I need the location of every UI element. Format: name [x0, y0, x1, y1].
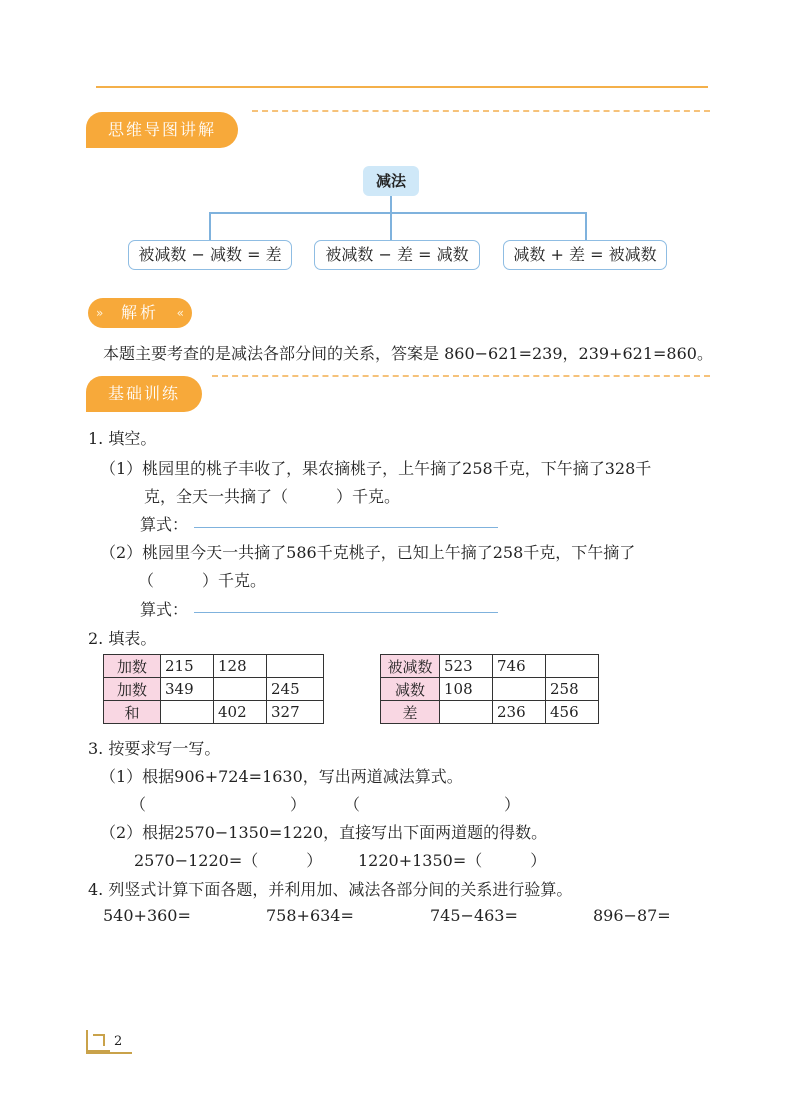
q3-part2-expr-1[interactable]: 2570−1220=（ ）: [134, 851, 323, 870]
q1-part1-line2: 克，全天一共摘了（ ）千克。: [144, 487, 401, 506]
mindmap-node-2: 被减数 − 差 = 减数: [314, 240, 480, 270]
analysis-badge: [88, 298, 192, 328]
page-corner-icon: [86, 1030, 110, 1052]
mindmap-root-node: 减法: [363, 166, 419, 196]
q4-expr-3: 745−463=: [430, 906, 518, 925]
table-cell[interactable]: [161, 701, 214, 724]
table-cell: 215: [161, 655, 214, 678]
table-row: [381, 678, 599, 701]
table-cell: 258: [546, 678, 599, 701]
table-header-cell: 加数: [104, 678, 161, 701]
table-cell: 402: [214, 701, 267, 724]
table-cell: 523: [440, 655, 493, 678]
q2-title: 2. 填表。: [88, 629, 157, 648]
q1-part2-line2: （ ）千克。: [138, 571, 267, 590]
table-cell[interactable]: [214, 678, 267, 701]
mindmap-connector: [390, 212, 392, 240]
table-row: [381, 701, 599, 724]
mindmap-connector: [390, 196, 392, 212]
table-row: [104, 678, 324, 701]
subtraction-table: [380, 654, 599, 724]
table-cell: 746: [493, 655, 546, 678]
q4-expr-1: 540+360=: [103, 906, 191, 925]
q4-expr-2: 758+634=: [266, 906, 354, 925]
mindmap-section-tab: 思维导图讲解: [86, 112, 238, 148]
table-cell: 245: [267, 678, 324, 701]
section-divider: [252, 110, 710, 112]
q1-part2-formula-label: 算式：: [140, 600, 189, 619]
q1-part2-line1: （2）桃园里今天一共摘了586千克桃子，已知上午摘了258千克，下午摘了: [100, 543, 636, 562]
top-rule: [96, 86, 708, 88]
table-row: [104, 701, 324, 724]
table-header-cell: 被减数: [381, 655, 440, 678]
section-divider: [212, 375, 710, 377]
mindmap-connector: [209, 212, 586, 214]
q3-part2: （2）根据2570−1350=1220，直接写出下面两道题的得数。: [100, 823, 548, 842]
table-cell[interactable]: [546, 655, 599, 678]
chevron-left-icon: «: [176, 306, 184, 320]
q1-part2-answer-line[interactable]: [194, 612, 498, 613]
table-cell: 108: [440, 678, 493, 701]
table-cell: 349: [161, 678, 214, 701]
q3-title: 3. 按要求写一写。: [88, 739, 221, 758]
q3-part1-blank-2[interactable]: （ ）: [344, 795, 521, 814]
q4-expr-4: 896−87=: [593, 906, 671, 925]
table-cell: 128: [214, 655, 267, 678]
addition-table: [103, 654, 324, 724]
q4-title: 4. 列竖式计算下面各题，并利用加、减法各部分间的关系进行验算。: [88, 880, 573, 899]
mindmap-node-3: 减数 + 差 = 被减数: [503, 240, 667, 270]
q3-part1: （1）根据906+724=1630，写出两道减法算式。: [100, 767, 463, 786]
table-row: [104, 655, 324, 678]
table-cell: 327: [267, 701, 324, 724]
page-number: 2: [114, 1034, 123, 1049]
analysis-title: 解析: [120, 303, 159, 322]
mindmap-node-1: 被减数 − 减数 = 差: [128, 240, 292, 270]
footer-rule: [86, 1052, 132, 1054]
table-cell: 236: [493, 701, 546, 724]
analysis-text: 本题主要考查的是减法各部分间的关系，答案是 860−621=239，239+621=860。: [103, 344, 713, 363]
mindmap-connector: [209, 212, 211, 240]
q3-part1-blank-1[interactable]: （ ）: [130, 795, 307, 814]
chevron-right-icon: »: [96, 306, 104, 320]
table-row: [381, 655, 599, 678]
table-cell[interactable]: [493, 678, 546, 701]
q1-part1-line1: （1）桃园里的桃子丰收了，果农摘桃子，上午摘了258千克，下午摘了328千: [100, 459, 652, 478]
q1-title: 1. 填空。: [88, 429, 157, 448]
q1-part1-answer-line[interactable]: [194, 527, 498, 528]
training-section-tab: 基础训练: [86, 376, 202, 412]
table-header-cell: 减数: [381, 678, 440, 701]
table-cell: 456: [546, 701, 599, 724]
mindmap-connector: [585, 212, 587, 240]
table-cell[interactable]: [267, 655, 324, 678]
table-header-cell: 加数: [104, 655, 161, 678]
table-header-cell: 和: [104, 701, 161, 724]
q1-part1-formula-label: 算式：: [140, 515, 189, 534]
q3-part2-expr-2[interactable]: 1220+1350=（ ）: [358, 851, 547, 870]
table-header-cell: 差: [381, 701, 440, 724]
table-cell[interactable]: [440, 701, 493, 724]
